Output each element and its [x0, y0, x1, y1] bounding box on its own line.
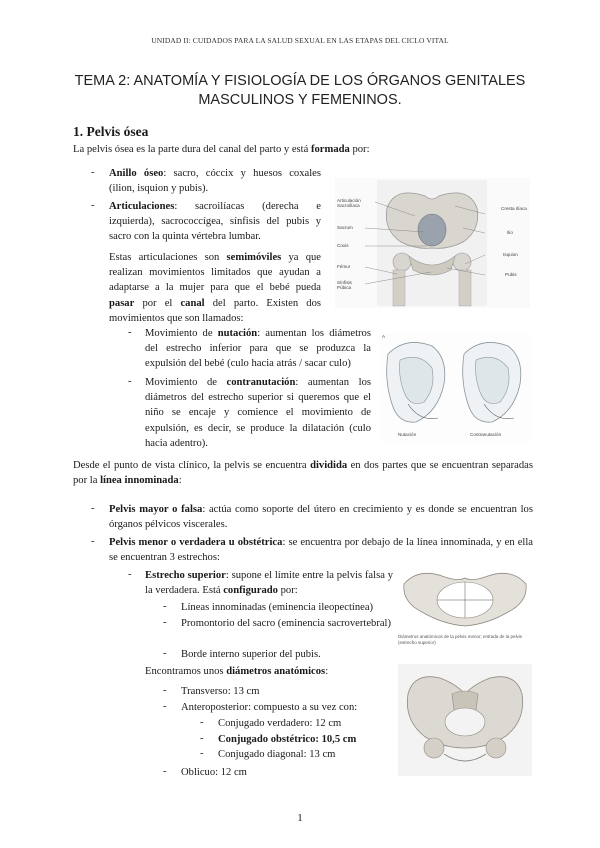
pelvis-front-illustration	[398, 664, 532, 776]
label-sacroiliaca: Articulación Sacroilíaca	[337, 198, 361, 208]
label-cresta: Cresta Ilíaca	[501, 206, 527, 211]
conj-verdadero: Conjugado verdadero: 12 cm	[218, 718, 342, 729]
page-number: 1	[297, 812, 303, 824]
bullet-dash: -	[163, 617, 167, 628]
bullet-dash: -	[91, 503, 95, 514]
bullet-dash: -	[128, 327, 132, 338]
label-contranutacion: Contranutación	[470, 432, 502, 437]
nutation-illustration	[380, 334, 532, 442]
bullet-estrecho-superior: Estrecho superior: supone el límite entre la pelvis falsa y la verdadera. Está configurado por:	[145, 570, 393, 597]
diam-oblicuo: Oblicuo: 12 cm	[181, 767, 247, 778]
bullet-dash: -	[91, 200, 95, 211]
nutation-figure	[380, 334, 532, 442]
estrecho-item-3: Borde interno superior del pubis.	[181, 649, 321, 660]
page-header: UNIDAD II: CUIDADOS PARA LA SALUD SEXUAL EN LAS ETAPAS DEL CICLO VITAL	[151, 36, 449, 45]
diametros-paragraph: Encontramos unos diámetros anatómicos:	[145, 666, 329, 677]
estrecho-item-1: Líneas innominadas (eminencia ileopectínea)	[181, 602, 374, 613]
pelvis-anatomy-figure	[335, 178, 530, 308]
label-coxis: Coxis	[337, 243, 349, 248]
diam-anteroposterior: Anteroposterior: compuesto a su vez con:	[181, 702, 358, 713]
figure-caption: Diámetros anatómicos de la pelvis menor; entrada de la pelvis (estrecho superior)	[398, 634, 523, 645]
pelvis-inlet-figure	[398, 566, 532, 654]
bullet-dash: -	[128, 376, 132, 387]
section-heading: 1. Pelvis ósea	[73, 124, 149, 139]
bullet-dash: -	[163, 685, 167, 696]
label-sinfisis: Sínfisis Púbica	[337, 280, 352, 290]
label-sacrum: Sacrum	[337, 225, 353, 230]
conj-diagonal: Conjugado diagonal: 13 cm	[218, 749, 336, 760]
label-femur: Fémur	[337, 264, 351, 269]
conj-obstetrico: Conjugado obstétrico: 10,5 cm	[218, 734, 357, 745]
bullet-dash: -	[200, 717, 204, 728]
semimoviles-paragraph: Estas articulaciones son semimóviles ya que realizan movimientos limitados que ayudan a adaptarse a la mujer para que el bebé pueda pasar por el canal del parto. Existen dos movimientos que son llamados:	[109, 252, 321, 324]
bullet-nutacion: Movimiento de nutación: aumentan los diámetros del estrecho inferior para que se produzca la expulsión del bebé (culo hacia atrás / sacar culo)	[145, 328, 371, 370]
bullet-dash: -	[200, 733, 204, 744]
bullet-dash: -	[128, 569, 132, 580]
label-ilio: Ilio	[507, 230, 513, 235]
page-title: TEMA 2: ANATOMÍA Y FISIOLOGÍA DE LOS ÓRGANOS GENITALES MASCULINOS Y FEMENINOS.	[74, 73, 526, 108]
bullet-dash: -	[163, 648, 167, 659]
pelvis-front-figure	[398, 664, 532, 776]
bullet-dash: -	[163, 601, 167, 612]
label-nutacion: Nutación	[398, 432, 417, 437]
bullet-pelvis-mayor: Pelvis mayor o falsa: actúa como soporte del útero en crecimiento y es donde se encuentran los órganos pélvicos viscerales.	[109, 504, 533, 531]
bullet-dash: -	[91, 536, 95, 547]
intro-paragraph: La pelvis ósea es la parte dura del canal del parto y está formada por:	[73, 144, 370, 155]
pelvis-inlet-illustration	[398, 566, 532, 632]
bullet-contranutacion: Movimiento de contranutación: aumentan los diámetros del estrecho superior si queremos que el niño se encaje y comience el movimiento de expulsión, es decir, se produce la dilatación (culo hacia adentro).	[145, 377, 371, 449]
bullet-dash: -	[200, 748, 204, 759]
clinico-paragraph: Desde el punto de vista clínico, la pelvis se encuentra dividida en dos partes que se encuentran separadas por la línea innominada:	[73, 460, 534, 487]
bullet-dash: -	[163, 701, 167, 712]
bullet-articulaciones: Articulaciones: sacroilíacas (derecha e izquierda), sacrococcígea, sínfisis del pubis y sacro con la quinta vértebra lumbar.	[109, 201, 321, 243]
estrecho-item-2: Promontorio del sacro (eminencia sacrovertebral)	[181, 618, 392, 629]
bullet-pelvis-menor: Pelvis menor o verdadera u obstétrica: se encuentra por debajo de la línea innominada, y en ella se encuentran 3 estrechos:	[109, 537, 533, 564]
label-fig2-a: A	[382, 334, 386, 339]
label-isquion: Isquion	[503, 252, 518, 257]
diam-transverso: Transverso: 13 cm	[181, 686, 260, 697]
bullet-dash: -	[91, 167, 95, 178]
label-pubis: Pubis	[505, 272, 517, 277]
bullet-anillo: Anillo óseo: sacro, cóccix y huesos coxales (ilion, isquion y pubis).	[109, 168, 321, 195]
bullet-dash: -	[163, 766, 167, 777]
